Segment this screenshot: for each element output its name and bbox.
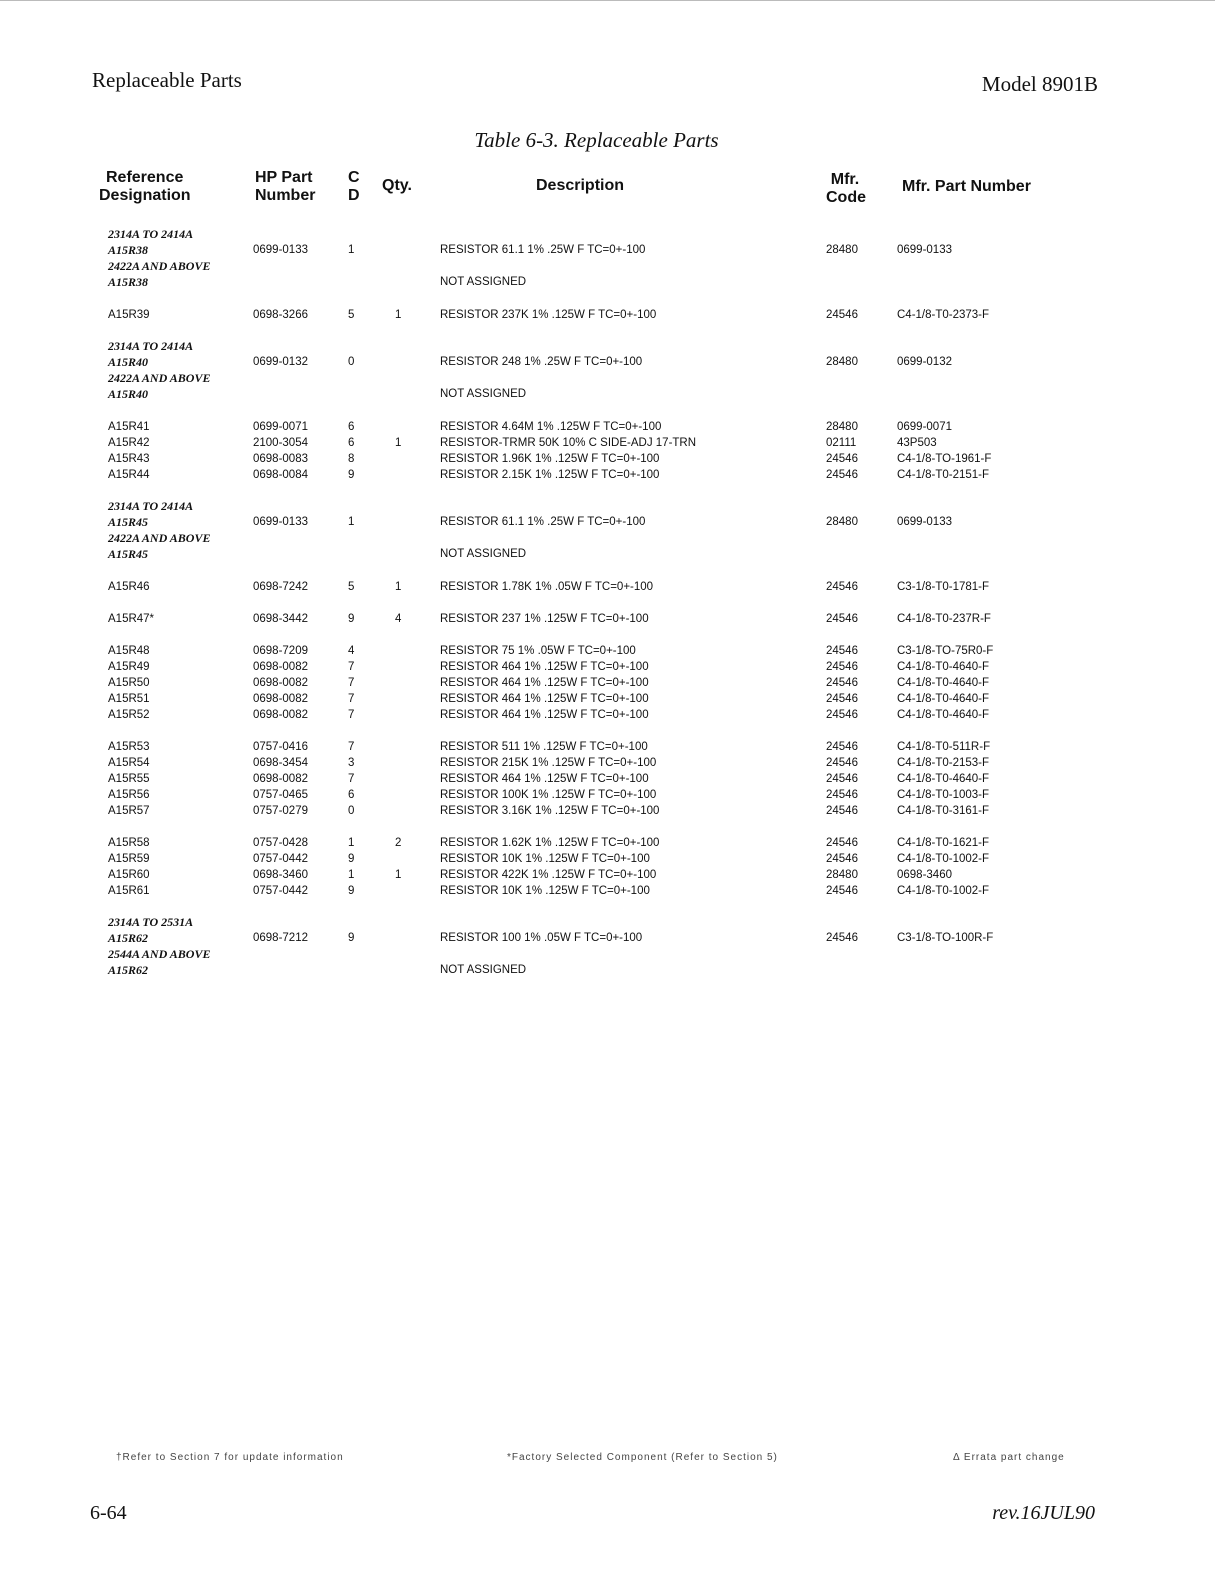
footnote-update-info: †Refer to Section 7 for update information — [116, 1452, 344, 1463]
mfr-part-number: 0699-0133 — [897, 516, 952, 528]
mfr-code: 28480 — [826, 421, 858, 433]
mfr-part-number: C4-1/8-T0-1003-F — [897, 789, 990, 801]
description: RESISTOR 10K 1% .125W F TC=0+-100 — [440, 853, 650, 865]
serial-range-note — [0, 914, 1215, 930]
mfr-code: 28480 — [826, 244, 858, 256]
ref-designation: A15R39 — [108, 309, 150, 321]
mfr-code: 24546 — [826, 741, 858, 753]
ref-designation: A15R56 — [108, 789, 150, 801]
hp-part-number: 0698-0082 — [253, 677, 308, 689]
mfr-part-number: C4-1/8-T0-2373-F — [897, 309, 990, 321]
col-header-mfr-code-line2: Code — [826, 189, 866, 206]
table-row — [0, 675, 1215, 691]
check-digit: 7 — [348, 677, 355, 689]
hp-part-number: 0698-7212 — [253, 932, 308, 944]
mfr-code: 24546 — [826, 805, 858, 817]
description: RESISTOR 100 1% .05W F TC=0+-100 — [440, 932, 643, 944]
table-row — [0, 659, 1215, 675]
table-row — [0, 467, 1215, 483]
check-digit: 7 — [348, 773, 355, 785]
table-row — [0, 579, 1215, 595]
ref-designation: A15R47* — [108, 613, 155, 625]
serial-range-label: 2314A TO 2531A — [108, 915, 194, 929]
ref-designation: A15R57 — [108, 805, 150, 817]
description: RESISTOR 3.16K 1% .125W F TC=0+-100 — [440, 805, 660, 817]
table-row — [0, 962, 1215, 978]
serial-range-note — [0, 530, 1215, 546]
mfr-code: 24546 — [826, 581, 858, 593]
hp-part-number: 0757-0428 — [253, 837, 308, 849]
mfr-code: 02111 — [826, 437, 857, 449]
ref-designation: A15R61 — [108, 885, 150, 897]
mfr-code: 24546 — [826, 645, 858, 657]
mfr-part-number: C4-1/8-T0-1002-F — [897, 885, 990, 897]
footnote-factory-selected: *Factory Selected Component (Refer to Section 5) — [507, 1452, 778, 1463]
mfr-part-number: C3-1/8-TO-75R0-F — [897, 645, 994, 657]
serial-range-note — [0, 498, 1215, 514]
hp-part-number: 0698-0082 — [253, 773, 308, 785]
serial-range-note — [0, 370, 1215, 386]
footnote-errata: Δ Errata part change — [953, 1452, 1065, 1463]
check-digit: 8 — [348, 453, 355, 465]
table-row — [0, 514, 1215, 530]
mfr-code: 24546 — [826, 453, 858, 465]
ref-designation: A15R40 — [108, 355, 149, 369]
mfr-code: 24546 — [826, 469, 858, 481]
model-header: Model 8901B — [981, 72, 1098, 96]
hp-part-number: 0698-3454 — [253, 757, 308, 769]
col-header-mfr-code-line1: Mfr. — [830, 171, 860, 188]
check-digit: 9 — [348, 853, 355, 865]
quantity: 1 — [395, 869, 402, 881]
mfr-code: 24546 — [826, 613, 858, 625]
mfr-part-number: 0699-0133 — [897, 244, 952, 256]
ref-designation: A15R55 — [108, 773, 150, 785]
check-digit: 3 — [348, 757, 355, 769]
mfr-code: 28480 — [826, 516, 858, 528]
serial-range-note — [0, 258, 1215, 274]
quantity: 1 — [395, 437, 402, 449]
mfr-code: 24546 — [826, 885, 858, 897]
table-row — [0, 435, 1215, 451]
description: RESISTOR 2.15K 1% .125W F TC=0+-100 — [440, 469, 660, 481]
description: RESISTOR 248 1% .25W F TC=0+-100 — [440, 356, 643, 368]
mfr-part-number: C4-1/8-T0-1002-F — [897, 853, 990, 865]
hp-part-number: 0757-0279 — [253, 805, 308, 817]
ref-designation: A15R43 — [108, 453, 150, 465]
hp-part-number: 0757-0465 — [253, 789, 308, 801]
ref-designation: A15R41 — [108, 421, 150, 433]
hp-part-number: 0699-0132 — [253, 356, 308, 368]
check-digit: 7 — [348, 693, 355, 705]
ref-designation: A15R38 — [108, 275, 149, 289]
ref-designation: A15R60 — [108, 869, 150, 881]
ref-designation: A15R40 — [108, 387, 149, 401]
description: RESISTOR 464 1% .125W F TC=0+-100 — [440, 661, 649, 673]
ref-designation: A15R62 — [108, 931, 149, 945]
hp-part-number: 0698-3442 — [253, 613, 308, 625]
table-row — [0, 611, 1215, 627]
col-header-reference-line1: Reference — [106, 169, 184, 186]
serial-range-note — [0, 226, 1215, 242]
mfr-code: 24546 — [826, 932, 858, 944]
ref-designation: A15R38 — [108, 243, 149, 257]
mfr-part-number: 0699-0071 — [897, 421, 952, 433]
ref-designation: A15R52 — [108, 709, 150, 721]
table-row — [0, 739, 1215, 755]
table-row — [0, 707, 1215, 723]
hp-part-number: 0698-0083 — [253, 453, 308, 465]
hp-part-number: 0698-0084 — [253, 469, 308, 481]
col-header-mfr-part-number: Mfr. Part Number — [902, 178, 1031, 195]
hp-part-number: 2100-3054 — [253, 437, 308, 449]
hp-part-number: 0699-0071 — [253, 421, 308, 433]
col-header-cd-line2: D — [348, 187, 360, 204]
table-row — [0, 451, 1215, 467]
quantity: 1 — [395, 581, 402, 593]
hp-part-number: 0757-0442 — [253, 885, 308, 897]
check-digit: 1 — [348, 869, 355, 881]
hp-part-number: 0698-7242 — [253, 581, 308, 593]
mfr-part-number: C4-1/8-T0-2153-F — [897, 757, 990, 769]
description: RESISTOR 237K 1% .125W F TC=0+-100 — [440, 309, 657, 321]
description: RESISTOR 10K 1% .125W F TC=0+-100 — [440, 885, 650, 897]
ref-designation: A15R51 — [108, 693, 150, 705]
table-row — [0, 419, 1215, 435]
mfr-code: 24546 — [826, 773, 858, 785]
hp-part-number: 0757-0442 — [253, 853, 308, 865]
check-digit: 9 — [348, 469, 355, 481]
description: RESISTOR 4.64M 1% .125W F TC=0+-100 — [440, 421, 662, 433]
table-row — [0, 242, 1215, 258]
table-row — [0, 546, 1215, 562]
quantity: 4 — [395, 613, 402, 625]
mfr-part-number: C4-1/8-T0-4640-F — [897, 773, 990, 785]
description: RESISTOR 1.96K 1% .125W F TC=0+-100 — [440, 453, 660, 465]
mfr-part-number: C4-1/8-T0-237R-F — [897, 613, 991, 625]
check-digit: 9 — [348, 932, 355, 944]
mfr-part-number: 0699-0132 — [897, 356, 952, 368]
serial-range-note — [0, 338, 1215, 354]
table-row — [0, 787, 1215, 803]
check-digit: 1 — [348, 837, 355, 849]
description: RESISTOR 464 1% .125W F TC=0+-100 — [440, 677, 649, 689]
page-number: 6-64 — [90, 1502, 127, 1524]
mfr-code: 24546 — [826, 661, 858, 673]
ref-designation: A15R48 — [108, 645, 150, 657]
check-digit: 9 — [348, 613, 355, 625]
ref-designation: A15R54 — [108, 757, 150, 769]
description: RESISTOR 511 1% .125W F TC=0+-100 — [440, 741, 648, 753]
hp-part-number: 0699-0133 — [253, 244, 308, 256]
ref-designation: A15R46 — [108, 581, 150, 593]
description: RESISTOR 1.62K 1% .125W F TC=0+-100 — [440, 837, 660, 849]
check-digit: 7 — [348, 741, 355, 753]
col-header-cd-line1: C — [348, 169, 360, 186]
serial-range-label: 2314A TO 2414A — [108, 339, 194, 353]
ref-designation: A15R44 — [108, 469, 150, 481]
col-header-hp-part-line2: Number — [255, 187, 316, 204]
description: NOT ASSIGNED — [440, 964, 527, 976]
description: RESISTOR 422K 1% .125W F TC=0+-100 — [440, 869, 657, 881]
mfr-code: 24546 — [826, 789, 858, 801]
ref-designation: A15R59 — [108, 853, 150, 865]
mfr-code: 24546 — [826, 693, 858, 705]
table-row — [0, 643, 1215, 659]
table-row — [0, 354, 1215, 370]
hp-part-number: 0698-0082 — [253, 661, 308, 673]
ref-designation: A15R58 — [108, 837, 150, 849]
hp-part-number: 0698-7209 — [253, 645, 308, 657]
serial-range-note — [0, 946, 1215, 962]
table-row — [0, 755, 1215, 771]
check-digit: 5 — [348, 309, 355, 321]
mfr-part-number: C4-1/8-T0-1621-F — [897, 837, 990, 849]
hp-part-number: 0757-0416 — [253, 741, 308, 753]
ref-designation: A15R42 — [108, 437, 150, 449]
serial-range-label: 2422A AND ABOVE — [108, 259, 211, 273]
description: RESISTOR 61.1 1% .25W F TC=0+-100 — [440, 244, 646, 256]
mfr-part-number: C4-1/8-T0-4640-F — [897, 661, 990, 673]
table-row — [0, 883, 1215, 899]
hp-part-number: 0698-3460 — [253, 869, 308, 881]
quantity: 2 — [395, 837, 402, 849]
mfr-part-number: C4-1/8-T0-4640-F — [897, 693, 990, 705]
mfr-code: 24546 — [826, 709, 858, 721]
description: RESISTOR-TRMR 50K 10% C SIDE-ADJ 17-TRN — [440, 437, 697, 449]
description: NOT ASSIGNED — [440, 388, 527, 400]
description: RESISTOR 237 1% .125W F TC=0+-100 — [440, 613, 649, 625]
description: RESISTOR 75 1% .05W F TC=0+-100 — [440, 645, 636, 657]
serial-range-label: 2314A TO 2414A — [108, 499, 194, 513]
table-row — [0, 867, 1215, 883]
check-digit: 0 — [348, 356, 355, 368]
mfr-code: 24546 — [826, 853, 858, 865]
table-row — [0, 274, 1215, 290]
table-row — [0, 307, 1215, 323]
table-row — [0, 771, 1215, 787]
table-row — [0, 803, 1215, 819]
description: NOT ASSIGNED — [440, 548, 527, 560]
mfr-code: 24546 — [826, 677, 858, 689]
hp-part-number: 0699-0133 — [253, 516, 308, 528]
hp-part-number: 0698-0082 — [253, 693, 308, 705]
table-row — [0, 691, 1215, 707]
mfr-part-number: C4-1/8-T0-4640-F — [897, 709, 990, 721]
mfr-part-number: C4-1/8-T0-511R-F — [897, 741, 991, 753]
check-digit: 9 — [348, 885, 355, 897]
hp-part-number: 0698-3266 — [253, 309, 308, 321]
hp-part-number: 0698-0082 — [253, 709, 308, 721]
description: RESISTOR 464 1% .125W F TC=0+-100 — [440, 693, 649, 705]
table-row — [0, 386, 1215, 402]
table-row — [0, 851, 1215, 867]
table-title: Table 6-3. Replaceable Parts — [474, 128, 719, 152]
section-header: Replaceable Parts — [92, 68, 242, 92]
mfr-part-number: 43P503 — [897, 437, 937, 449]
check-digit: 5 — [348, 581, 355, 593]
description: NOT ASSIGNED — [440, 276, 527, 288]
description: RESISTOR 464 1% .125W F TC=0+-100 — [440, 709, 649, 721]
serial-range-label: 2422A AND ABOVE — [108, 371, 211, 385]
revision-date: rev.16JUL90 — [992, 1502, 1095, 1524]
mfr-part-number: C4-1/8-T0-4640-F — [897, 677, 990, 689]
ref-designation: A15R62 — [108, 963, 149, 977]
col-header-reference-line2: Designation — [99, 187, 191, 204]
description: RESISTOR 1.78K 1% .05W F TC=0+-100 — [440, 581, 654, 593]
mfr-part-number: C4-1/8-TO-1961-F — [897, 453, 992, 465]
check-digit: 6 — [348, 421, 355, 433]
mfr-code: 24546 — [826, 309, 858, 321]
mfr-part-number: C4-1/8-T0-2151-F — [897, 469, 990, 481]
mfr-code: 24546 — [826, 837, 858, 849]
description: RESISTOR 100K 1% .125W F TC=0+-100 — [440, 789, 657, 801]
ref-designation: A15R45 — [108, 547, 149, 561]
mfr-part-number: C4-1/8-T0-3161-F — [897, 805, 990, 817]
check-digit: 6 — [348, 789, 355, 801]
check-digit: 0 — [348, 805, 355, 817]
check-digit: 7 — [348, 709, 355, 721]
check-digit: 4 — [348, 645, 355, 657]
quantity: 1 — [395, 309, 402, 321]
serial-range-label: 2422A AND ABOVE — [108, 531, 211, 545]
ref-designation: A15R45 — [108, 515, 149, 529]
mfr-part-number: C3-1/8-T0-1781-F — [897, 581, 990, 593]
serial-range-label: 2544A AND ABOVE — [108, 947, 211, 961]
col-header-qty: Qty. — [382, 177, 412, 194]
mfr-code: 28480 — [826, 869, 858, 881]
check-digit: 1 — [348, 244, 355, 256]
table-row — [0, 835, 1215, 851]
ref-designation: A15R49 — [108, 661, 150, 673]
mfr-part-number: 0698-3460 — [897, 869, 952, 881]
serial-range-label: 2314A TO 2414A — [108, 227, 194, 241]
check-digit: 1 — [348, 516, 355, 528]
col-header-hp-part-line1: HP Part — [255, 169, 313, 186]
mfr-part-number: C3-1/8-TO-100R-F — [897, 932, 994, 944]
mfr-code: 24546 — [826, 757, 858, 769]
description: RESISTOR 464 1% .125W F TC=0+-100 — [440, 773, 649, 785]
description: RESISTOR 61.1 1% .25W F TC=0+-100 — [440, 516, 646, 528]
col-header-description: Description — [536, 177, 625, 194]
ref-designation: A15R53 — [108, 741, 150, 753]
table-row — [0, 930, 1215, 946]
check-digit: 7 — [348, 661, 355, 673]
description: RESISTOR 215K 1% .125W F TC=0+-100 — [440, 757, 657, 769]
mfr-code: 28480 — [826, 356, 858, 368]
check-digit: 6 — [348, 437, 355, 449]
ref-designation: A15R50 — [108, 677, 150, 689]
